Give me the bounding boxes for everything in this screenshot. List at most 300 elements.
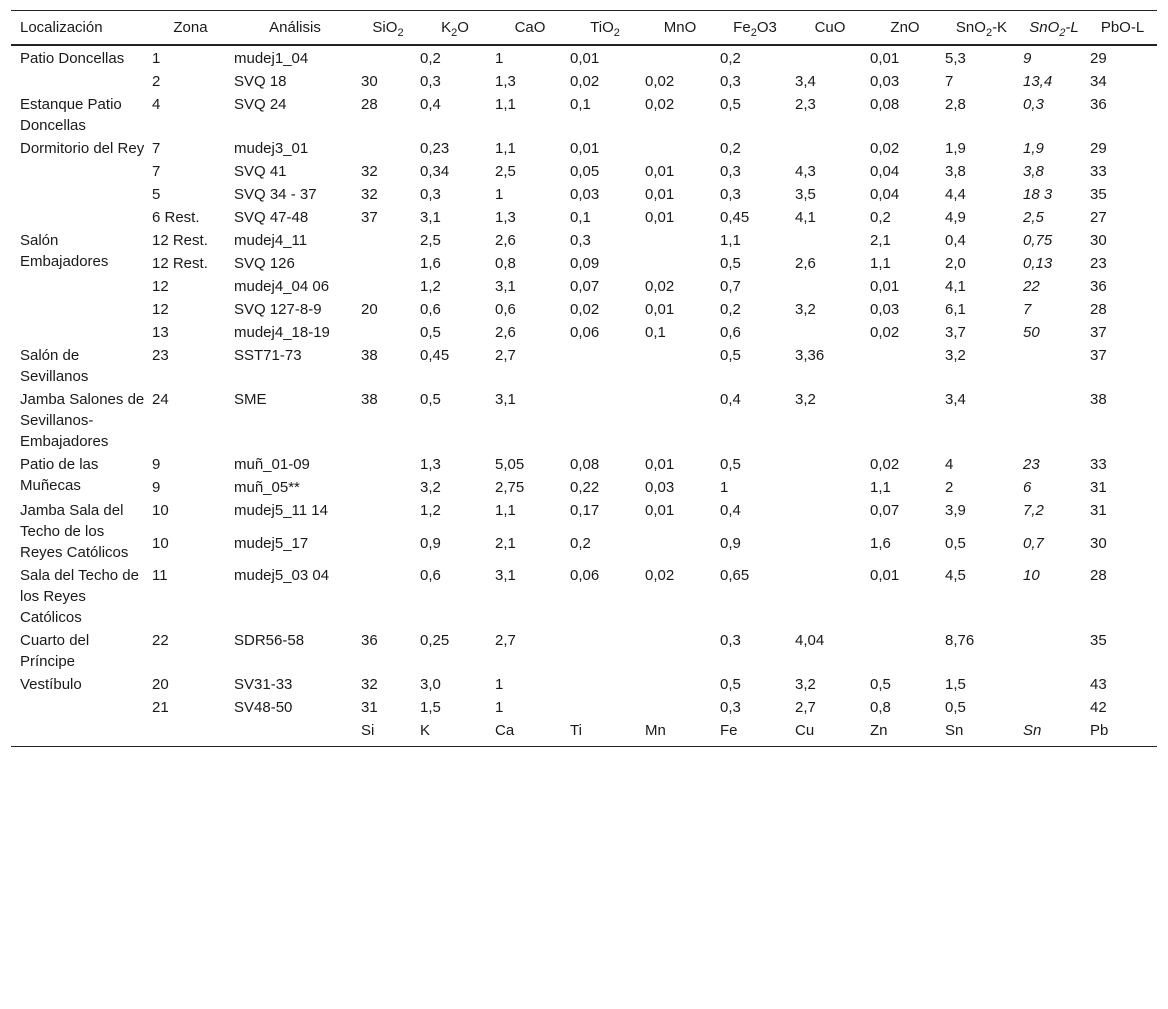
cell-sno2k: 1,9 [945,140,966,157]
cell-sno2k: 0,5 [945,534,966,552]
cell-zno [867,344,942,388]
cell-cuo: 3,4 [795,73,816,90]
cell-cuo [792,453,867,476]
cell-sio2: 36 [361,632,378,649]
cell-k2o: 1,2 [420,278,441,295]
cell-analisis: muñ_05** [234,479,300,496]
cell-tio2: 0,17 [570,502,600,519]
cell-sio2: 31 [361,699,378,716]
table-row [11,629,1157,673]
cell-sio2 [358,275,417,298]
cell-sno2k: 1,5 [945,676,966,693]
cell-cuo [792,476,867,499]
cell-sio2 [358,252,417,275]
cell-mno: 0,1 [645,324,666,341]
cell-fe2o3: 0,6 [720,324,741,341]
element-symbol-loc [11,719,149,747]
cell-zno: 1,6 [870,534,891,552]
cell-k2o: 0,9 [420,534,441,552]
header-subscript: 2 [985,27,993,39]
cell-tio2: 0,22 [570,479,600,496]
table-row [11,160,1157,183]
cell-zona: 10 [152,534,169,552]
cell-tio2: 0,06 [570,324,600,341]
cell-sno2k: 3,7 [945,324,966,341]
cell-cuo: 2,6 [795,255,816,272]
cell-mno: 0,01 [645,163,675,180]
cell-sno2k: 6,1 [945,301,966,318]
table-row [11,252,1157,275]
cell-zno: 0,2 [870,209,891,226]
cell-zno: 1,1 [870,479,891,496]
cell-mno [642,344,717,388]
cell-analisis: mudej4_04 06 [234,278,330,295]
cell-pbol: 34 [1090,73,1107,90]
cell-localizacion: Salón Embajadores [20,232,109,270]
cell-k2o: 3,1 [420,209,441,226]
table-row [11,229,1157,252]
cell-sno2l: 22 [1023,278,1040,295]
cell-k2o: 1,2 [420,502,441,519]
cell-analisis: mudej3_01 [234,140,309,157]
cell-analisis: SVQ 126 [234,255,295,272]
cell-cuo: 3,5 [795,186,816,203]
cell-pbol: 37 [1090,347,1107,364]
cell-cuo: 4,1 [795,209,816,226]
cell-pbol: 38 [1090,391,1107,408]
cell-k2o: 0,23 [420,140,450,157]
cell-tio2: 0,02 [570,301,600,318]
cell-zona: 6 Rest. [152,209,200,226]
cell-zno: 0,8 [870,699,891,716]
header-text: Localización [20,19,103,36]
cell-k2o: 0,5 [420,391,441,408]
cell-zona: 9 [152,479,161,496]
element-symbol-pbol: Pb [1087,719,1157,747]
cell-localizacion: Vestíbulo [20,676,82,693]
cell-sno2k: 5,3 [945,50,966,67]
cell-cuo [792,321,867,344]
cell-pbol: 23 [1090,255,1107,272]
cell-zno: 0,03 [870,73,900,90]
cell-zno: 2,1 [870,232,891,249]
cell-pbol: 36 [1090,96,1107,113]
table-row [11,499,1157,532]
cell-pbol: 30 [1090,232,1107,249]
cell-analisis: mudej5_17 [234,534,309,552]
cell-zona: 21 [152,699,169,716]
cell-localizacion: Estanque Patio Doncellas [20,96,122,134]
cell-tio2: 0,09 [570,255,600,272]
cell-k2o: 0,6 [420,301,441,318]
cell-tio2: 0,06 [570,567,600,584]
table-row [11,532,1157,565]
cell-sio2: 38 [361,391,378,408]
cell-sno2k: 3,4 [945,391,966,408]
cell-fe2o3: 0,5 [720,456,741,473]
cell-cuo: 2,3 [795,96,816,113]
column-header-pbol [1087,11,1157,46]
cell-sio2 [358,321,417,344]
header-suffix: -K [992,19,1008,36]
cell-mno [642,532,717,565]
cell-localizacion: Dormitorio del Rey [20,140,145,157]
cell-cuo [792,564,867,629]
cell-zona: 2 [152,73,161,90]
cell-zno: 1,1 [870,255,891,272]
cell-cuo: 2,7 [795,699,816,716]
cell-sno2l [1020,344,1087,388]
cell-sno2k: 8,76 [945,632,975,649]
cell-k2o: 0,6 [420,567,441,584]
header-text: SnO [1029,19,1060,36]
cell-mno: 0,01 [645,456,675,473]
cell-sno2k: 3,9 [945,502,966,519]
cell-sio2 [358,137,417,160]
cell-mno: 0,02 [645,96,675,113]
cell-zona: 12 [152,301,169,318]
cell-mno: 0,01 [645,209,675,226]
cell-cao: 1,1 [495,140,516,157]
cell-localizacion: Cuarto del Príncipe [20,632,90,670]
cell-fe2o3: 0,2 [720,140,741,157]
cell-cao: 3,1 [495,391,516,408]
cell-sno2k: 2,8 [945,96,966,113]
cell-sio2 [358,564,417,629]
cell-sno2l: 9 [1023,50,1032,67]
cell-zona: 10 [152,502,169,519]
cell-cuo: 4,04 [795,632,825,649]
cell-zona: 13 [152,324,169,341]
cell-zona: 1 [152,50,161,67]
table-row [11,344,1157,388]
cell-analisis: mudej5_11 14 [234,502,328,519]
cell-pbol: 33 [1090,456,1107,473]
cell-cao: 3,1 [495,567,516,584]
column-header-cuo [792,11,867,46]
cell-zno: 0,01 [870,278,900,295]
cell-cuo: 3,2 [795,676,816,693]
cell-cuo: 4,3 [795,163,816,180]
cell-zona: 20 [152,676,169,693]
cell-analisis: SME [234,391,267,408]
table-row [11,70,1157,93]
cell-mno [642,45,717,70]
cell-analisis: SV48-50 [234,699,293,716]
cell-tio2: 0,2 [570,534,591,552]
cell-zona: 12 [152,278,169,295]
cell-analisis: mudej4_18-19 [234,324,330,341]
cell-localizacion: Sala del Techo de los Reyes Católicos [20,567,139,626]
header-row [11,11,1157,46]
cell-fe2o3: 0,4 [720,502,741,519]
cell-fe2o3: 0,9 [720,534,741,552]
header-text: Zona [173,19,208,36]
cell-mno: 0,01 [645,186,675,203]
cell-k2o: 0,4 [420,96,441,113]
cell-sno2k: 4,4 [945,186,966,203]
cell-cao: 2,75 [495,479,525,496]
cell-cao: 1,3 [495,209,516,226]
header-text: PbO-L [1100,19,1145,36]
cell-sio2: 28 [361,96,378,113]
header-text: Análisis [269,19,321,36]
cell-zona: 12 Rest. [152,232,208,249]
cell-mno: 0,02 [645,73,675,90]
cell-cuo [792,499,867,532]
element-symbols-row [11,719,1157,747]
cell-sio2: 20 [361,301,378,318]
cell-zno: 0,02 [870,140,900,157]
column-header-sno2l [1020,11,1087,46]
cell-mno: 0,02 [645,567,675,584]
element-symbol-sno2k: Sn [942,719,1020,747]
cell-mno [642,229,717,252]
cell-localizacion: Patio Doncellas [20,50,125,67]
cell-mno [642,137,717,160]
cell-zno: 0,04 [870,186,900,203]
cell-k2o: 1,6 [420,255,441,272]
cell-cao: 0,8 [495,255,516,272]
header-text: ZnO [890,19,920,36]
element-symbol-cuo: Cu [792,719,867,747]
header-suffix: O3 [756,19,777,36]
header-subscript: 2 [397,27,404,39]
cell-tio2: 0,1 [570,209,591,226]
cell-sno2k: 0,4 [945,232,966,249]
cell-sio2: 32 [361,186,378,203]
cell-analisis: SVQ 34 - 37 [234,186,317,203]
cell-sno2k: 7 [945,73,954,90]
cell-mno: 0,02 [645,278,675,295]
cell-zona: 7 [152,140,161,157]
column-header-mno [642,11,717,46]
cell-sno2l [1020,388,1087,453]
cell-sno2k: 3,2 [945,347,966,364]
cell-k2o: 3,0 [420,676,441,693]
cell-sno2l: 2,5 [1023,209,1044,226]
cell-cuo [792,532,867,565]
cell-tio2: 0,07 [570,278,600,295]
element-symbol-zno: Zn [867,719,942,747]
table-row [11,388,1157,453]
table-row [11,453,1157,476]
cell-cao: 1 [495,50,504,67]
cell-k2o: 2,5 [420,232,441,249]
cell-fe2o3: 1 [720,479,729,496]
cell-sio2: 30 [361,73,378,90]
cell-sno2k: 3,8 [945,163,966,180]
header-text: CaO [514,19,546,36]
table-row [11,93,1157,137]
cell-localizacion: Salón de Sevillanos [20,347,89,385]
table-body [11,45,1157,719]
header-text: CuO [814,19,846,36]
cell-sno2l: 50 [1023,324,1040,341]
header-suffix: -L [1065,19,1079,36]
cell-cao: 1,1 [495,96,516,113]
cell-tio2 [567,344,642,388]
cell-sio2: 32 [361,163,378,180]
cell-mno [642,696,717,719]
cell-zona: 23 [152,347,169,364]
cell-cuo: 3,2 [795,301,816,318]
cell-sio2 [358,45,417,70]
cell-fe2o3: 0,65 [720,567,750,584]
cell-k2o: 0,25 [420,632,450,649]
cell-cao: 2,6 [495,324,516,341]
cell-cuo [792,45,867,70]
table-row [11,275,1157,298]
cell-zona: 9 [152,456,161,473]
table-row [11,206,1157,229]
table-row [11,298,1157,321]
cell-pbol: 37 [1090,324,1107,341]
cell-sio2: 38 [361,347,378,364]
cell-zno: 0,01 [870,50,900,67]
cell-mno [642,673,717,696]
cell-pbol: 28 [1090,301,1107,318]
cell-tio2 [567,673,642,696]
table-header [11,11,1157,46]
cell-zona: 7 [152,163,161,180]
cell-analisis: mudej4_11 [234,232,308,249]
cell-fe2o3: 0,5 [720,676,741,693]
column-header-tio2 [567,11,642,46]
cell-analisis: SVQ 127-8-9 [234,301,322,318]
cell-sio2 [358,532,417,565]
cell-cao: 3,1 [495,278,516,295]
column-header-fe2o3 [717,11,792,46]
cell-sno2k: 4 [945,456,954,473]
header-suffix: O [457,19,469,36]
cell-sno2l: 23 [1023,456,1040,473]
cell-zno: 0,02 [870,456,900,473]
column-header-sno2k [942,11,1020,46]
cell-zona: 24 [152,391,169,408]
cell-fe2o3: 0,5 [720,255,741,272]
cell-k2o: 0,5 [420,324,441,341]
cell-localizacion: Jamba Sala del Techo de los Reyes Católicos [20,502,129,561]
cell-fe2o3: 0,5 [720,347,741,364]
column-header-analisis [231,11,358,46]
cell-mno [642,252,717,275]
cell-fe2o3: 0,2 [720,301,741,318]
cell-analisis: SST71-73 [234,347,302,364]
table-footer [11,719,1157,747]
table-row [11,696,1157,719]
cell-cuo: 3,36 [795,347,825,364]
cell-sno2l: 1,9 [1023,140,1044,157]
cell-zona: 5 [152,186,161,203]
header-subscript: 2 [1059,27,1066,39]
cell-cuo [792,137,867,160]
cell-cao: 1,1 [495,502,516,519]
cell-sno2k: 4,1 [945,278,966,295]
cell-sno2l: 0,13 [1023,255,1053,272]
cell-tio2: 0,02 [570,73,600,90]
table-row [11,321,1157,344]
cell-fe2o3: 0,7 [720,278,741,295]
element-symbol-mno: Mn [642,719,717,747]
cell-sno2l: 13,4 [1023,73,1053,90]
header-subscript: 2 [613,27,620,39]
cell-localizacion: Patio de las Muñecas [20,456,99,494]
column-header-loc [11,11,149,46]
cell-localizacion: Jamba Salones de Sevillanos-Embajadores [20,391,145,450]
header-subscript: 2 [750,27,757,39]
cell-sno2l [1020,696,1087,719]
cell-k2o: 0,34 [420,163,450,180]
table-row [11,564,1157,629]
cell-analisis: SV31-33 [234,676,293,693]
cell-cao: 1,3 [495,73,516,90]
cell-zno: 0,04 [870,163,900,180]
cell-k2o: 1,3 [420,456,441,473]
cell-sno2l: 7,2 [1023,502,1044,519]
element-symbol-analisis [231,719,358,747]
cell-fe2o3: 0,3 [720,163,741,180]
cell-k2o: 0,2 [420,50,441,67]
cell-cao: 2,7 [495,632,516,649]
cell-tio2 [567,629,642,673]
element-symbol-fe2o3: Fe [717,719,792,747]
cell-pbol: 30 [1090,534,1107,552]
cell-pbol: 33 [1090,163,1107,180]
cell-mno [642,629,717,673]
cell-cuo [792,229,867,252]
cell-mno: 0,01 [645,502,675,519]
cell-sno2l: 3,8 [1023,163,1044,180]
table-row [11,476,1157,499]
cell-zno: 0,03 [870,301,900,318]
cell-cao: 1 [495,186,504,203]
cell-sno2k: 2 [945,479,954,496]
cell-sno2l: 6 [1023,479,1032,496]
cell-cao: 2,1 [495,534,516,552]
cell-sio2 [358,476,417,499]
cell-pbol: 35 [1090,186,1107,203]
cell-tio2: 0,08 [570,456,600,473]
element-symbol-sno2l: Sn [1020,719,1087,747]
cell-sno2k: 4,9 [945,209,966,226]
cell-sio2 [358,229,417,252]
cell-sio2 [358,499,417,532]
cell-k2o: 0,3 [420,73,441,90]
cell-tio2 [567,388,642,453]
cell-k2o: 0,3 [420,186,441,203]
cell-fe2o3: 0,4 [720,391,741,408]
cell-pbol: 42 [1090,699,1107,716]
cell-k2o: 0,45 [420,347,450,364]
cell-analisis: SVQ 41 [234,163,287,180]
cell-zona: 22 [152,632,169,649]
cell-tio2: 0,3 [570,232,591,249]
cell-pbol: 28 [1090,567,1107,584]
cell-cao: 1 [495,699,504,716]
table-row [11,45,1157,70]
cell-sio2: 37 [361,209,378,226]
cell-sno2l: 10 [1023,567,1040,584]
header-text: Fe [733,19,751,36]
composition-table [11,10,1157,747]
cell-fe2o3: 0,3 [720,632,741,649]
cell-sno2l: 0,75 [1023,232,1053,249]
header-subscript: 2 [451,27,458,39]
cell-mno: 0,03 [645,479,675,496]
table-row [11,137,1157,160]
element-symbol-k2o: K [417,719,492,747]
